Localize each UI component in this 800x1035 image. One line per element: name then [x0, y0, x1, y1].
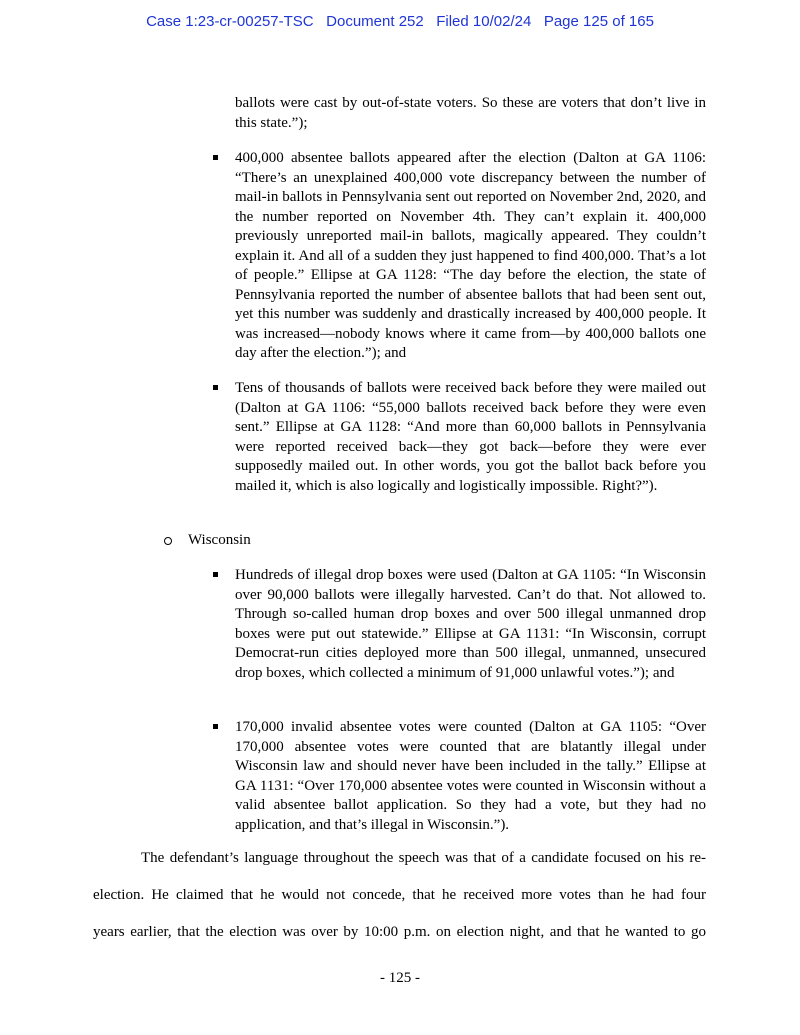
square-bullet-icon — [213, 572, 218, 577]
square-bullet-icon — [213, 155, 218, 160]
case-number: Case 1:23-cr-00257-TSC — [146, 13, 314, 30]
body-line: years earlier, that the election was over by 10:00 p.m. on election night, and that he wanted to go — [93, 924, 706, 940]
circle-bullet-icon — [164, 537, 172, 545]
body-line: election. He claimed that he would not concede, that he received more votes than he had four — [93, 887, 706, 903]
bullet-text: Tens of thousands of ballots were received back before they were mailed out (Dalton at GA 1106: “55,000 ballots received back before they were even sent.” Ellipse at GA 1128: “And more than 60,000 ballots in Pennsylvania were reported received back—they got back—before they were ever supposedly mailed out. In other words, you got the ballot back before you mailed it, which is also logically and logistically impossible. Right?”). — [235, 380, 706, 494]
case-header — [0, 13, 800, 30]
continuation-paragraph: ballots were cast by out-of-state voters. So these are voters that don’t live in this state.”); — [235, 95, 706, 131]
bullet-text: 170,000 invalid absentee votes were counted (Dalton at GA 1105: “Over 170,000 absentee votes were counted that are blatantly illegal under Wisconsin law and should never have been included in the tally.” Ellipse at GA 1131: “Over 170,000 absentee votes were counted in Wisconsin without a valid absentee ballot application. So they had a vote, but they had no application, and that’s illegal in Wisconsin.”). — [235, 719, 706, 833]
document-number: Document 252 — [326, 13, 424, 30]
square-bullet-icon — [213, 385, 218, 390]
filed-date: Filed 10/02/24 — [436, 13, 532, 30]
bullet-text: Hundreds of illegal drop boxes were used (Dalton at GA 1105: “In Wisconsin over 90,000 ballots were illegally harvested. Can’t do that. Not allowed to. Through so-called human drop boxes and over 500 illegal unmanned drop boxes were put out statewide.” Ellipse at GA 1131: “In Wisconsin, corrupt Democrat-run cities deployed more than 500 illegal, unmanned, unsecured drop boxes, which collected a minimum of 91,000 unlawful votes.”); and — [235, 567, 706, 681]
page-indicator: Page 125 of 165 — [543, 13, 654, 30]
square-bullet-icon — [213, 724, 218, 729]
wisconsin-label: Wisconsin — [188, 532, 251, 548]
body-line: The defendant’s language throughout the speech was that of a candidate focused on his re- — [141, 850, 706, 866]
bullet-text: 400,000 absentee ballots appeared after the election (Dalton at GA 1106: “There’s an unexplained 400,000 vote discrepancy between the number of mail-in ballots in Pennsylvania sent out reported on November 2nd, 2020, and the number reported on November 4th. They can’t explain it. 400,000 previously unreported mail-in ballots, magically appeared. They couldn’t explain it. And all of a sudden they just happened to find 400,000. That’s a lot of people.” Ellipse at GA 1128: “The day before the election, the state of Pennsylvania reported the number of absentee ballots that had been sent out, yet this number was suddenly and drastically increased by 400,000 people. It was increased—nobody knows where it came from—by 400,000 ballots one day after the election.”); and — [235, 150, 706, 361]
page-number: - 125 - — [380, 970, 420, 986]
